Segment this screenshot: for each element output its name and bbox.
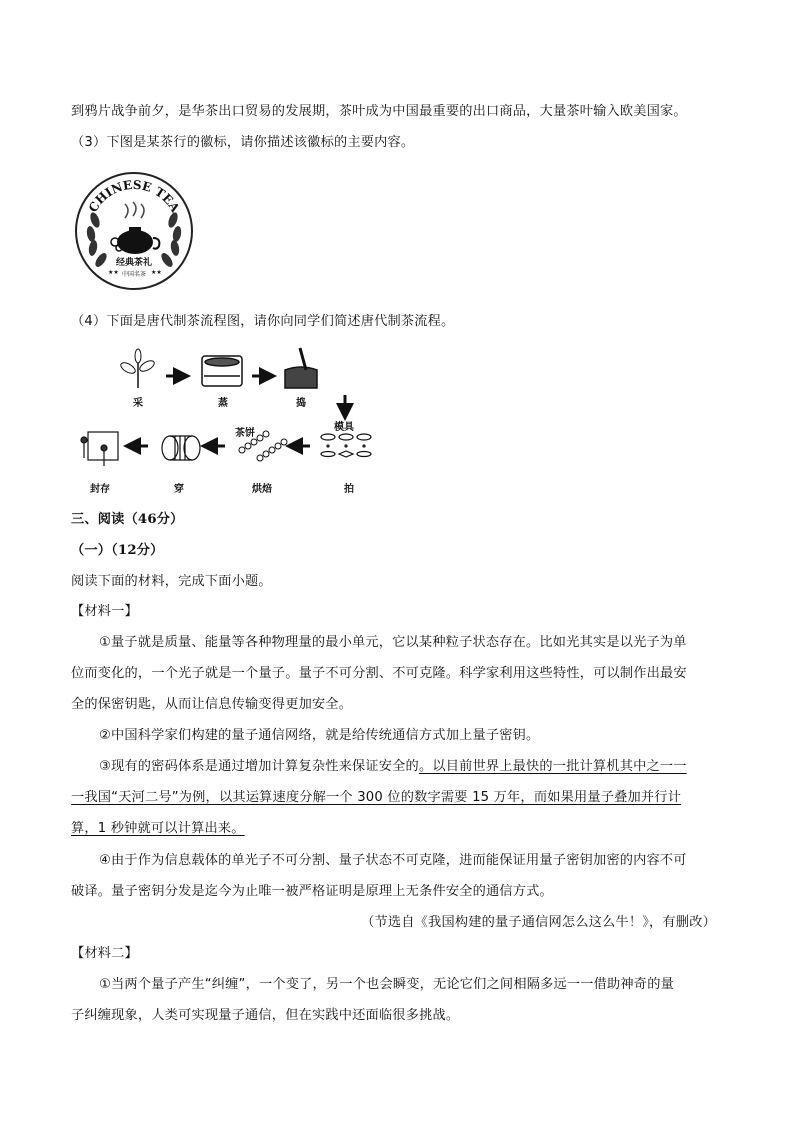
pick-leaf-icon — [119, 349, 156, 388]
teapot-icon — [111, 227, 159, 254]
logo-bottom-text: 中国名茶 — [121, 271, 147, 278]
paragraph-3-underlined: 。以目前世界上最快的一批计算机其中之一一 — [418, 759, 687, 774]
flow-step-pick: 采 — [133, 398, 143, 409]
paragraph-1-line-2: 位而变化的，一个光子就是一个量子。量子不可分割、不可克隆。科学家利用这些特性，可以制作出最安 — [71, 666, 687, 681]
flow-step-bake: 烘焙 — [252, 484, 272, 495]
laurel-left-icon — [86, 211, 109, 269]
material-1-heading: 【材料一】 — [71, 604, 138, 619]
storage-people-icon — [81, 432, 118, 466]
material-2-paragraph-1-line-1: ①当两个量子产生“纠缠”，一个变了，另一个也会瞬变，无论它们之间相隔多远一一借助神奇的量 — [99, 977, 674, 992]
tea-making-flow-diagram — [70, 340, 390, 500]
logo-center-text: 经典茶礼 — [115, 258, 153, 268]
paragraph-4-line-1: ④由于作为信息载体的单光子不可分割、量子状态不可克隆，进而能保证用量子密钥加密的内容不可 — [99, 853, 687, 868]
paragraph-2: ②中国科学家们构建的量子通信网络，就是给传统通信方式加上量子密钥。 — [99, 728, 540, 743]
paragraph-3-line-3: 算，1 秒钟就可以计算出来。 — [71, 821, 245, 836]
star-icon: ★★ — [151, 269, 162, 276]
paragraph-3-line-2: 一我国“天河二号”为例，以其运算速度分解一个 300 位的数字需要 15 万年，而如果用量子叠加并行计 — [71, 790, 682, 805]
steam-pot-icon — [202, 356, 242, 386]
flow-step-thread: 穿 — [174, 484, 184, 495]
logo-top-text: CHINESE TEA — [85, 177, 183, 215]
question-3: （3）下图是某茶行的徽标，请你描述该徽标的主要内容。 — [71, 135, 415, 150]
pound-mortar-icon — [285, 348, 317, 388]
flow-tea-cake-label: 茶饼 — [235, 428, 255, 439]
material-2-paragraph-1-line-2: 子纠缠现象，人类可实现量子通信，但在实践中还面临很多挑战。 — [71, 1008, 460, 1023]
paragraph-1-line-1: ①量子就是质量、能量等各种物理量的最小单元，它以某种粒子状态存在。比如光其实是以光子为单 — [99, 635, 687, 650]
paragraph-4-line-2: 破译。量子密钥分发是迄今为止唯一被严格证明是原理上无条件安全的通信方式。 — [71, 884, 553, 899]
flow-step-store: 封存 — [90, 484, 110, 495]
section-title: 三、阅读（46分） — [71, 512, 184, 527]
laurel-right-icon — [159, 211, 182, 269]
paragraph-3-line-1 — [99, 758, 687, 776]
flow-step-pat: 拍 — [344, 484, 354, 495]
tea-shop-logo-image — [73, 170, 195, 292]
thread-coil-icon — [162, 436, 200, 460]
question-4: （4）下面是唐代制茶流程图，请你向同学们简述唐代制茶流程。 — [71, 314, 455, 329]
flow-step-steam: 蒸 — [218, 398, 228, 409]
paragraph-1-line-3: 全的保密钥匙，从而让信息传输变得更加安全。 — [71, 697, 353, 712]
subsection-title: （一）（12分） — [71, 543, 164, 558]
source-citation: （节选自《我国构建的量子通信网怎么这么牛！》，有删改） — [361, 915, 716, 930]
flow-step-mold: 模具 — [334, 422, 354, 433]
flow-step-pound: 捣 — [296, 398, 306, 409]
material-2-heading: 【材料二】 — [71, 946, 138, 961]
text-line: 到鸦片战争前夕，是华茶出口贸易的发展期，茶叶成为中国最重要的出口商品，大量茶叶输入欧美国家。 — [71, 104, 687, 119]
instruction: 阅读下面的材料，完成下面小题。 — [71, 574, 272, 589]
star-icon: ★★ — [108, 269, 119, 276]
paragraph-3-plain: ③现有的密码体系是通过增加计算复杂性来保证安全的 — [99, 759, 419, 774]
mold-shapes-icon — [321, 434, 371, 457]
